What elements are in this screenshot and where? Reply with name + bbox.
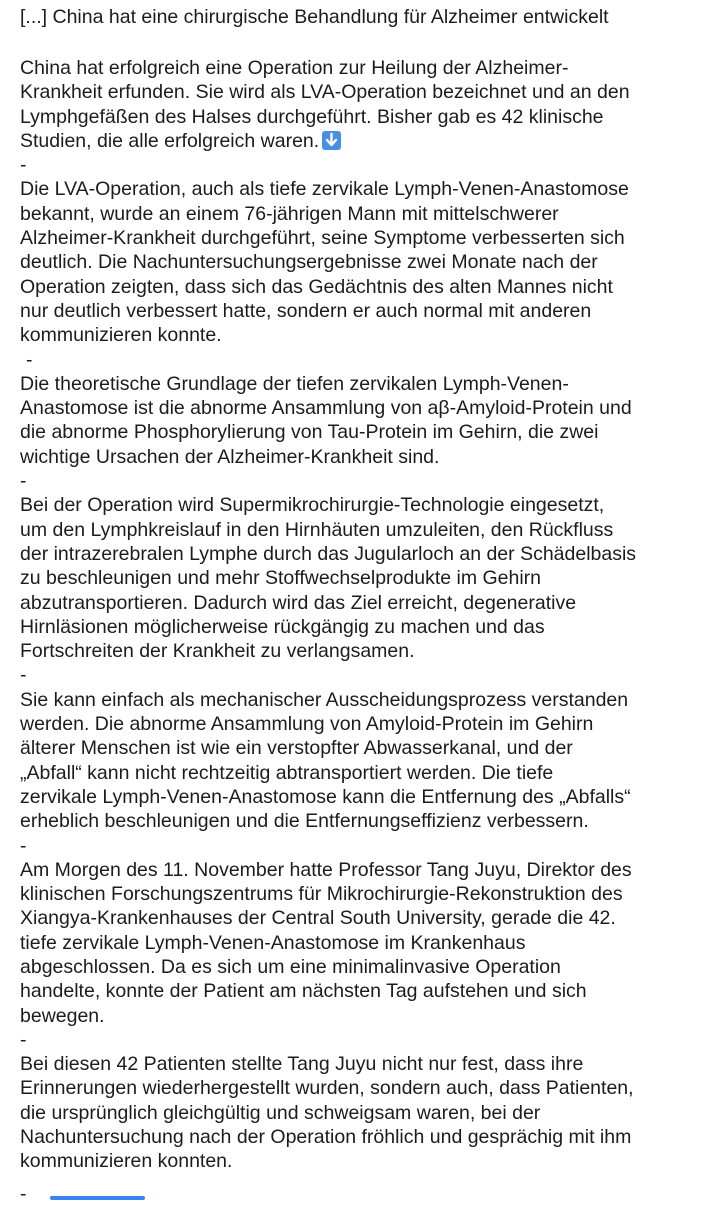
separator: - [26,348,33,371]
separator: - [20,664,27,687]
paragraph-6: Am Morgen des 11. November hatte Professor Tang Juyu, Direktor des klinischen Forschungszentrums für Mikrochirurgie-Rekonstruktion des Xiangya-Krankenhauses der Central South University, gerade die 42. tiefe zervikale Lymph-Venen-Anastomose im Krankenhaus abgeschlossen. Da es sich um eine minimalinvasive Operation handelte, konnte der Patient am nächsten Tag aufstehen und sich bewegen. [20,858,632,1027]
paragraph-1 [20,56,700,153]
paragraph-3: Die theoretische Grundlage der tiefen zervikalen Lymph-Venen- Anastomose ist die abnorme Ansammlung von aβ-Amyloid-Protein und die abnorme Phosphorylierung von Tau-Protein im Gehirn, die zwei wichtige Ursachen der Alzheimer-Krankheit sind. [20,372,632,468]
paragraph-5: Sie kann einfach als mechanischer Ausscheidungsprozess verstanden werden. Die abnorme Ansammlung von Amyloid-Protein im Gehirn älterer Menschen ist wie ein verstopfter Abwasserkanal, und der „Abfall“ kann nicht rechtzeitig abtransportiert werden. Die tiefe zervikale Lymph-Venen-Anastomose kann die Entfernung des „Abfalls“ erheblich beschleunigen und die Entfernungseffizienz verbessern. [20,688,631,833]
separator: - [20,1028,27,1051]
document-title: [...] China hat eine chirurgische Behandlung für Alzheimer entwickelt [20,6,609,28]
paragraph-1-text: China hat erfolgreich eine Operation zur Heilung der Alzheimer- Krankheit erfunden. Sie wird als LVA-Operation bezeichnet und an den Lymphgefäßen des Halses durchgeführt. Bisher gab es 42 klinische Studien, die alle erfolgreich waren. [20,57,630,152]
paragraph-7: Bei diesen 42 Patienten stellte Tang Juyu nicht nur fest, dass ihre Erinnerungen wiederhergestellt wurden, sondern auch, dass Patienten, die ursprünglich gleichgültig und schweigsam waren, bei der Nachuntersuchung nach der Operation fröhlich und gesprächig mit ihm kommunizieren konnten. [20,1053,634,1173]
separator: - [20,1183,27,1205]
scroll-indicator[interactable] [50,1196,145,1200]
paragraph-2: Die LVA-Operation, auch als tiefe zervikale Lymph-Venen-Anastomose bekannt, wurde an einem 76-jährigen Mann mit mittelschwerer Alzheimer-Krankheit durchgeführt, seine Symptome verbesserten sich deutlich. Die Nachuntersuchungsergebnisse zwei Monate nach der Operation zeigten, dass sich das Gedächtnis des alten Mannes nicht nur deutlich verbessert hatte, sondern er auch normal mit anderen kommunizieren konnte. [20,178,629,347]
down-arrow-icon [322,131,341,150]
separator: - [20,154,27,177]
separator: - [20,834,27,857]
document-body [20,56,700,1174]
separator: - [20,470,27,493]
paragraph-4: Bei der Operation wird Supermikrochirurgie-Technologie eingesetzt, um den Lymphkreislauf in den Hirnhäuten umzuleiten, den Rückfluss der intrazerebralen Lymphe durch das Jugularloch an der Schädelbasis zu beschleunigen und mehr Stoffwechselprodukte im Gehirn abzutransportieren. Dadurch wird das Ziel erreicht, degenerative Hirnläsionen möglicherweise rückgängig zu machen und das Fortschreiten der Krankheit zu verlangsamen. [20,494,637,663]
